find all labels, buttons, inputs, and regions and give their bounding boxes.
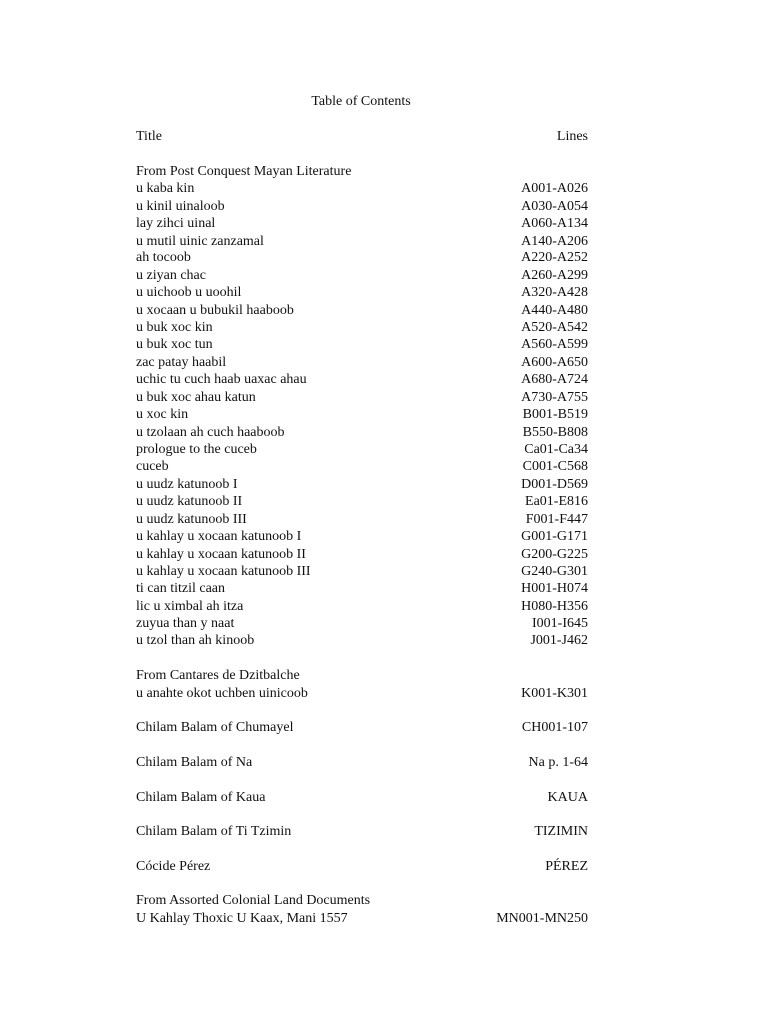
entry-lines: A140-A206 xyxy=(521,233,588,249)
toc-entry xyxy=(136,528,588,545)
section-heading: From Cantares de Dzitbalche xyxy=(136,668,300,683)
entry-title: u tzolaan ah cuch haaboob xyxy=(136,424,285,440)
entry-title: u uudz katunoob III xyxy=(136,511,247,527)
entry-lines: A600-A650 xyxy=(521,354,588,370)
toc-entry xyxy=(136,476,588,493)
entry-lines: KAUA xyxy=(547,790,588,805)
entry-lines: K001-K301 xyxy=(521,686,588,701)
entry-lines: A001-A026 xyxy=(521,181,588,196)
toc-entry xyxy=(136,754,588,771)
section-heading-row xyxy=(136,892,588,909)
toc-entry xyxy=(136,563,588,580)
entry-lines: PÉREZ xyxy=(545,859,588,874)
toc-entry xyxy=(136,354,588,371)
entry-lines: A260-A299 xyxy=(521,267,588,283)
entry-lines: A680-A724 xyxy=(521,372,588,387)
entry-title: u kinil uinaloob xyxy=(136,198,225,214)
toc-entry xyxy=(136,458,588,475)
toc-entry xyxy=(136,580,588,597)
entry-title: u buk xoc kin xyxy=(136,320,213,335)
entry-lines: A440-A480 xyxy=(521,302,588,318)
toc-entry xyxy=(136,719,588,736)
toc-entry xyxy=(136,632,588,649)
entry-title: ah tocoob xyxy=(136,250,191,265)
column-header-title: Title xyxy=(136,129,162,144)
toc-entry xyxy=(136,249,588,266)
section-heading-row xyxy=(136,667,588,684)
toc-entry xyxy=(136,910,588,927)
section-heading: Chilam Balam of Chumayel xyxy=(136,720,294,735)
entry-lines: G200-G225 xyxy=(521,546,588,562)
entry-lines: A030-A054 xyxy=(521,198,588,214)
entry-title: zac patay haabil xyxy=(136,354,227,370)
toc-entry xyxy=(136,233,588,250)
entry-lines: G001-G171 xyxy=(521,529,588,544)
entry-title: u anahte okot uchben uinicoob xyxy=(136,686,308,701)
toc-entry xyxy=(136,180,588,197)
section-heading-row xyxy=(136,163,588,180)
entry-title: u uichoob u uoohil xyxy=(136,285,242,300)
toc-entry xyxy=(136,858,588,875)
entry-lines: A560-A599 xyxy=(521,337,588,352)
entry-title: u kahlay u xocaan katunoob I xyxy=(136,529,302,544)
entry-lines: CH001-107 xyxy=(521,720,588,735)
entry-title: u buk xoc ahau katun xyxy=(136,389,256,405)
toc-entry xyxy=(136,198,588,215)
toc-entry xyxy=(136,267,588,284)
entry-lines: Ca01-Ca34 xyxy=(524,442,588,457)
entry-title: u mutil uinic zanzamal xyxy=(136,233,264,249)
toc-entry xyxy=(136,823,588,840)
section-heading: Cócide Pérez xyxy=(136,859,211,874)
entry-lines: MN001-MN250 xyxy=(496,911,588,926)
section-heading: Chilam Balam of Na xyxy=(136,755,253,770)
entry-lines: A060-A134 xyxy=(521,216,588,231)
toc-entry xyxy=(136,406,588,423)
entry-title: u uudz katunoob II xyxy=(136,494,243,509)
entry-lines: B001-B519 xyxy=(522,407,588,422)
entry-lines: A220-A252 xyxy=(521,250,588,265)
entry-title: u buk xoc tun xyxy=(136,337,213,352)
toc-entry xyxy=(136,615,588,632)
toc-entry xyxy=(136,441,588,458)
toc-entry xyxy=(136,424,588,441)
section-heading: Chilam Balam of Ti Tzimin xyxy=(136,824,292,839)
entry-title: u kahlay u xocaan katunoob III xyxy=(136,564,311,579)
entry-title: U Kahlay Thoxic U Kaax, Mani 1557 xyxy=(136,911,348,926)
entry-lines: H001-H074 xyxy=(521,581,588,596)
entry-title: u xocaan u bubukil haaboob xyxy=(136,302,294,318)
entry-lines: Ea01-E816 xyxy=(525,494,588,509)
entry-lines: B550-B808 xyxy=(522,424,588,440)
entry-title: u kahlay u xocaan katunoob II xyxy=(136,546,306,562)
entry-title: u xoc kin xyxy=(136,407,189,422)
section-heading: From Post Conquest Mayan Literature xyxy=(136,164,352,179)
toc-entry xyxy=(136,302,588,319)
entry-lines: Na p. 1-64 xyxy=(528,755,588,770)
entry-lines: A520-A542 xyxy=(521,320,588,335)
toc-entry xyxy=(136,685,588,702)
toc-entry xyxy=(136,319,588,336)
entry-title: cuceb xyxy=(136,459,169,474)
toc-entry xyxy=(136,511,588,528)
entry-lines: J001-J462 xyxy=(530,633,588,648)
page-title: Table of Contents xyxy=(311,94,411,109)
entry-lines: H080-H356 xyxy=(521,598,588,614)
entry-title: ti can titzil caan xyxy=(136,581,226,596)
entry-title: lic u ximbal ah itza xyxy=(136,598,244,614)
column-header-row xyxy=(136,128,588,145)
entry-lines: TIZIMIN xyxy=(534,824,588,839)
entry-lines: A730-A755 xyxy=(521,389,588,405)
column-header-lines: Lines xyxy=(556,129,588,144)
toc-entry xyxy=(136,371,588,388)
toc-entry xyxy=(136,336,588,353)
entry-title: zuyua than y naat xyxy=(136,616,235,631)
entry-title: u tzol than ah kinoob xyxy=(136,633,255,648)
toc-entry xyxy=(136,284,588,301)
entry-lines: F001-F447 xyxy=(525,511,588,527)
section-heading: Chilam Balam of Kaua xyxy=(136,790,266,805)
toc-entry xyxy=(136,789,588,806)
entry-title: u kaba kin xyxy=(136,181,195,196)
section-heading: From Assorted Colonial Land Documents xyxy=(136,893,371,908)
entry-title: lay zihci uinal xyxy=(136,216,216,231)
entry-lines: D001-D569 xyxy=(521,476,588,492)
entry-lines: C001-C568 xyxy=(522,459,588,474)
entry-title: u uudz katunoob I xyxy=(136,476,238,492)
toc-entry xyxy=(136,493,588,510)
toc-entry xyxy=(136,215,588,232)
toc-entry xyxy=(136,598,588,615)
entry-lines: G240-G301 xyxy=(521,564,588,579)
toc-entry xyxy=(136,389,588,406)
entry-lines: A320-A428 xyxy=(521,285,588,300)
toc-entry xyxy=(136,546,588,563)
entry-lines: I001-I645 xyxy=(532,616,588,631)
entry-title: u ziyan chac xyxy=(136,267,206,283)
entry-title: uchic tu cuch haab uaxac ahau xyxy=(136,372,307,387)
entry-title: prologue to the cuceb xyxy=(136,442,257,457)
